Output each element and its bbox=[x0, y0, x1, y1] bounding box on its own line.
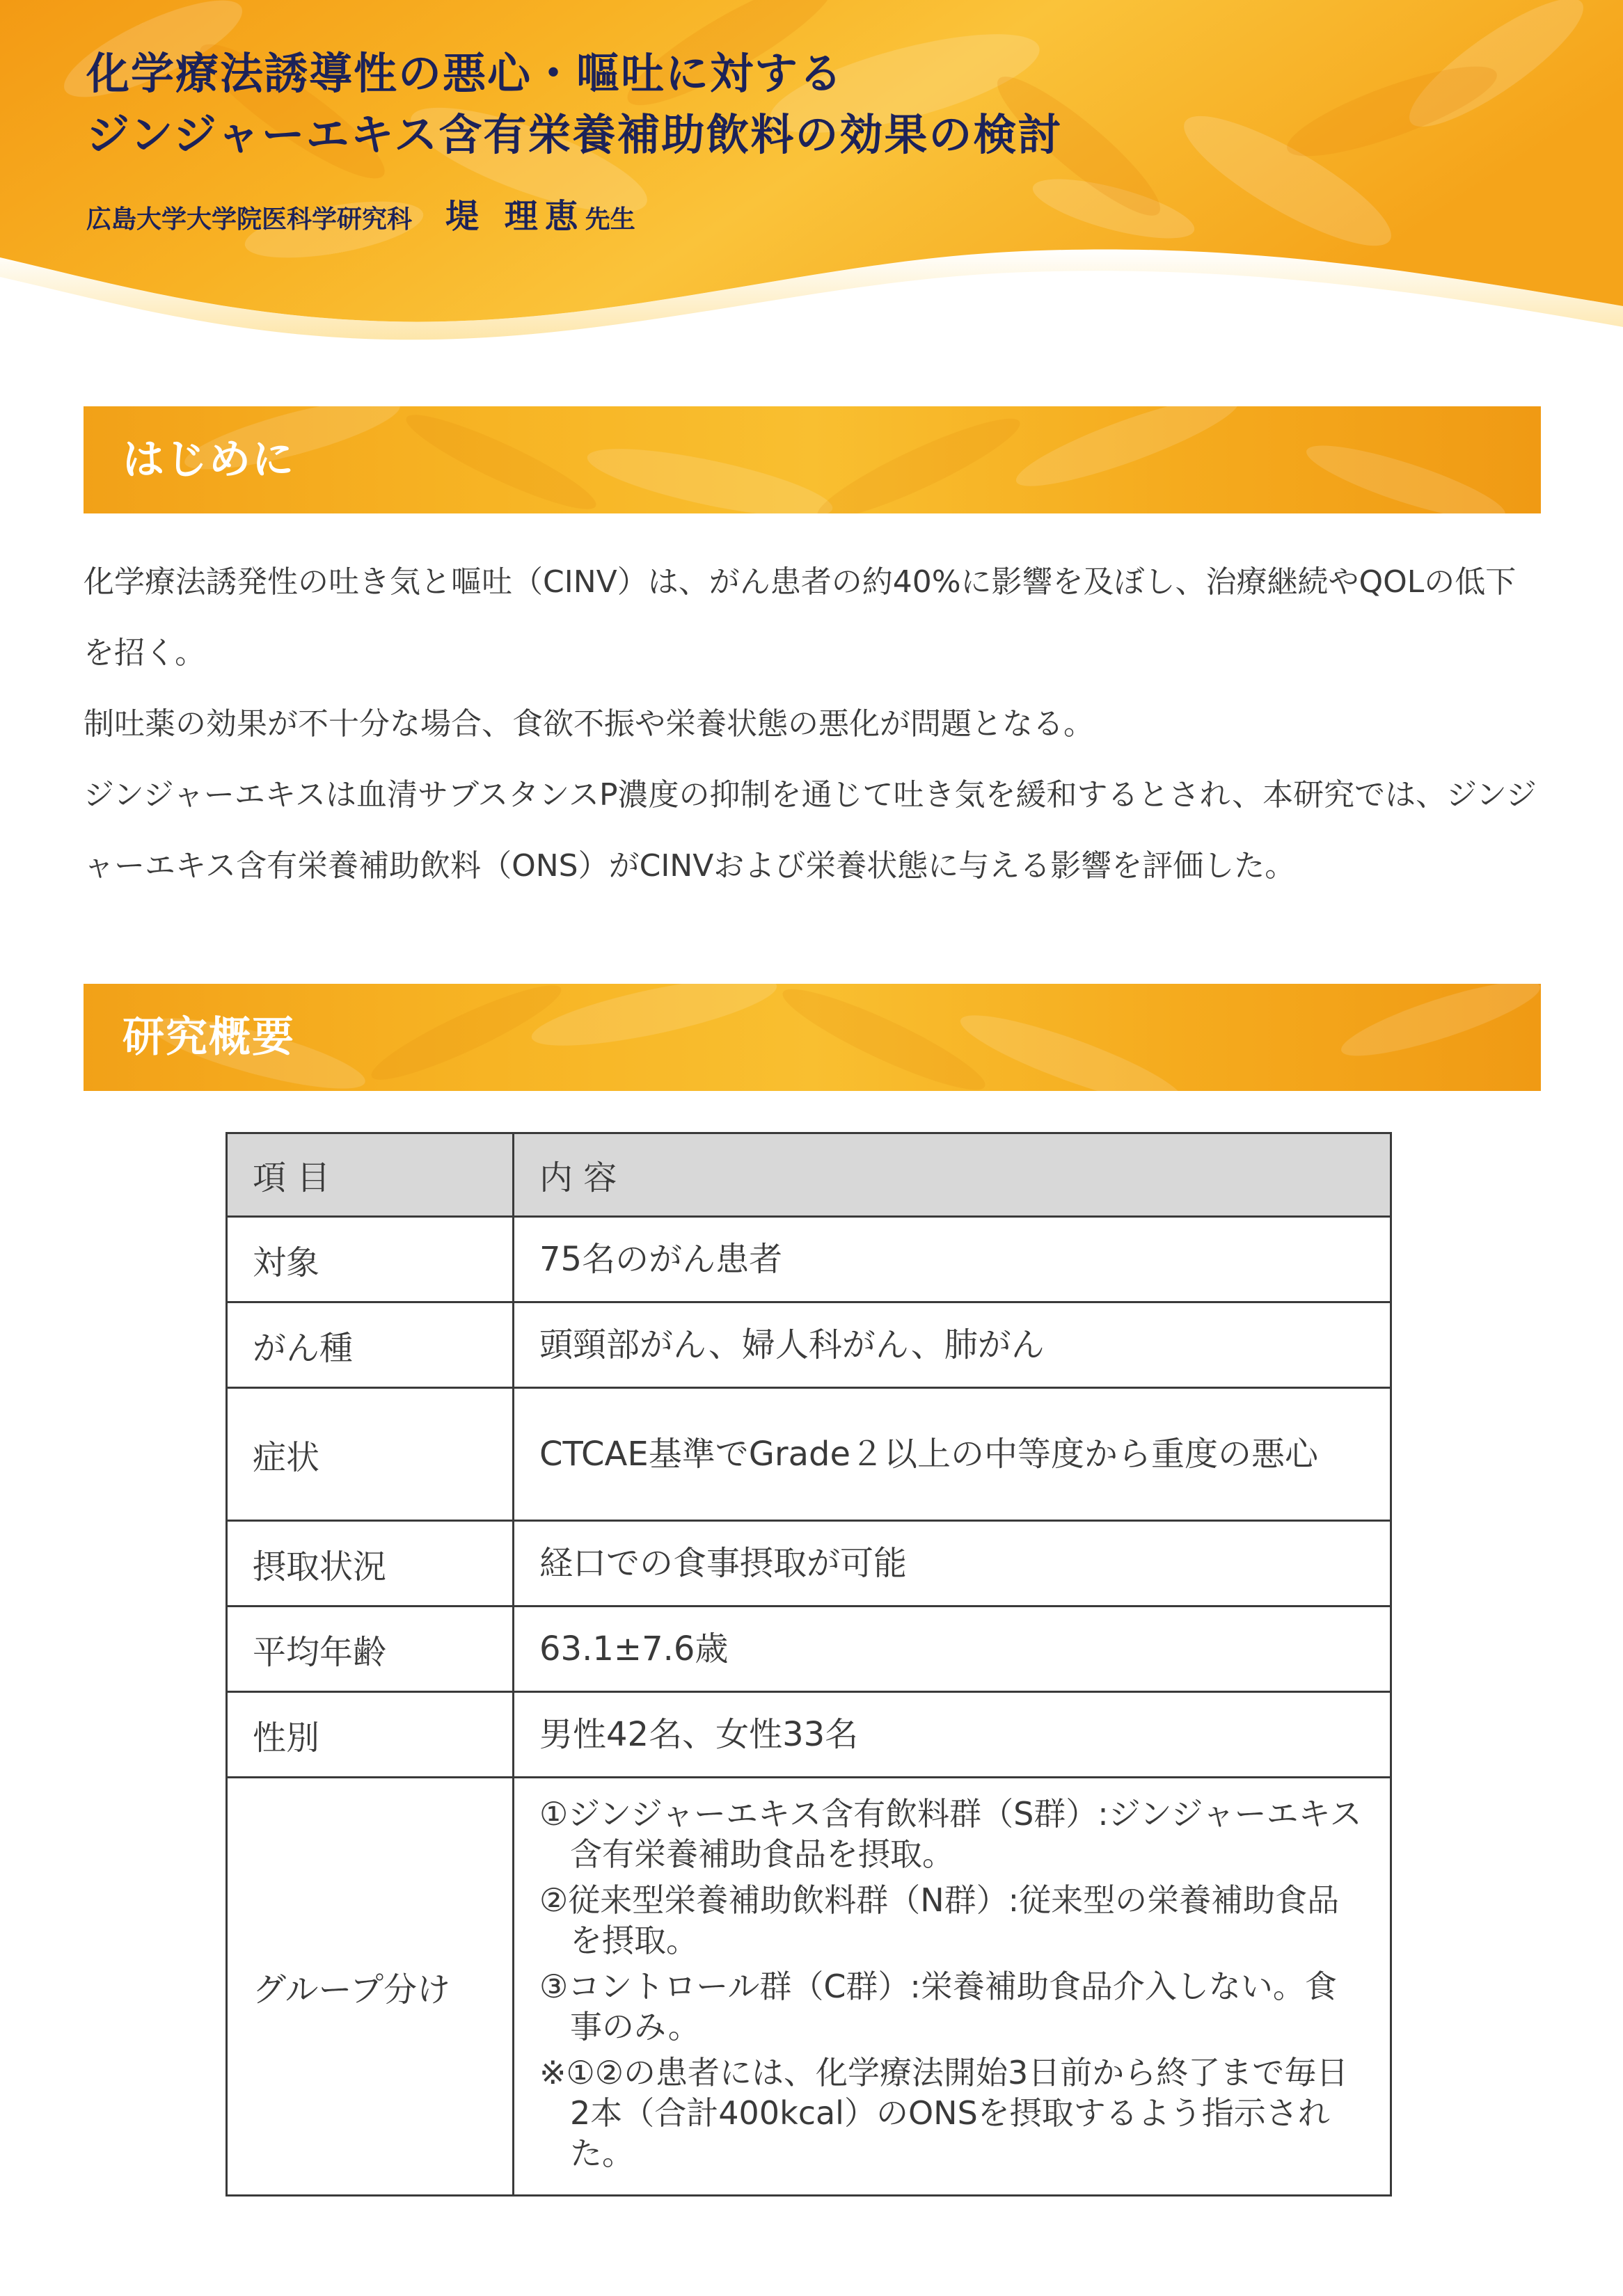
row-label: 対象 bbox=[227, 1217, 514, 1302]
author-honorific: 先生 bbox=[585, 205, 635, 234]
institution: 広島大学大学院医科学研究科 bbox=[86, 205, 413, 234]
author-name: 堤 理恵 bbox=[445, 197, 585, 236]
table-row-groups bbox=[227, 1778, 1391, 2196]
table-row bbox=[227, 1302, 1391, 1388]
row-value: 男性42名、女性33名 bbox=[514, 1692, 1391, 1778]
table-header-item: 項 目 bbox=[227, 1133, 514, 1217]
section-banner-overview bbox=[84, 984, 1541, 1091]
row-label: 平均年齢 bbox=[227, 1607, 514, 1692]
intro-paragraph-2: 制吐薬の効果が不十分な場合、食欲不振や栄養状態の悪化が問題となる。 bbox=[84, 706, 1094, 742]
section-banner-intro bbox=[84, 406, 1541, 513]
table-header-content: 内 容 bbox=[514, 1133, 1391, 1217]
section-heading-overview: 研究概要 bbox=[122, 1013, 295, 1062]
group-item-s: ①ジンジャーエキス含有飲料群（S群）:ジンジャーエキス含有栄養補助食品を摂取。 bbox=[539, 1795, 1362, 1873]
intro-paragraph-3: ジンジャーエキスは血清サブスタンスP濃度の抑制を通じて吐き気を緩和するとされ、本研究では、ジンジャーエキス含有栄養補助飲料（ONS）がCINVおよび栄養状態に与える影響を評価した。 bbox=[84, 777, 1537, 884]
row-label: がん種 bbox=[227, 1302, 514, 1388]
intro-paragraph-1: 化学療法誘発性の吐き気と嘔吐（CINV）は、がん患者の約40%に影響を及ぼし、治療継続やQOLの低下を招く。 bbox=[84, 564, 1517, 671]
title-line-2: ジンジャーエキス含有栄養補助飲料の効果の検討 bbox=[86, 109, 1063, 160]
group-item-c: ③コントロール群（C群）:栄養補助食品介入しない。食事のみ。 bbox=[539, 1968, 1337, 2046]
table-row bbox=[227, 1692, 1391, 1778]
row-label: 摂取状況 bbox=[227, 1521, 514, 1607]
table-row bbox=[227, 1217, 1391, 1302]
intro-text bbox=[84, 547, 1545, 902]
author-affiliation bbox=[86, 189, 635, 237]
group-list bbox=[514, 1778, 1391, 2196]
table-row bbox=[227, 1388, 1391, 1521]
row-value: 75名のがん患者 bbox=[514, 1217, 1391, 1302]
row-label: 性別 bbox=[227, 1692, 514, 1778]
row-label: 症状 bbox=[227, 1388, 514, 1521]
table-row bbox=[227, 1607, 1391, 1692]
row-value: 頭頸部がん、婦人科がん、肺がん bbox=[514, 1302, 1391, 1388]
page-title bbox=[86, 43, 1062, 166]
title-line-1: 化学療法誘導性の悪心・嘔吐に対する bbox=[86, 48, 844, 99]
row-label: グループ分け bbox=[227, 1778, 514, 2196]
row-value: CTCAE基準でGrade２以上の中等度から重度の悪心 bbox=[514, 1388, 1391, 1521]
row-value: 経口での食事摂取が可能 bbox=[514, 1521, 1391, 1607]
study-overview-table bbox=[225, 1132, 1392, 2197]
table-row bbox=[227, 1521, 1391, 1607]
group-note: ※①②の患者には、化学療法開始3日前から終了まで毎日2本（合計400kcal）のONSを摂取するよう指示された。 bbox=[539, 2054, 1349, 2172]
group-item-n: ②従来型栄養補助飲料群（N群）:従来型の栄養補助食品を摂取。 bbox=[539, 1881, 1340, 1959]
table-header-row bbox=[227, 1133, 1391, 1217]
row-value: 63.1±7.6歳 bbox=[514, 1607, 1391, 1692]
section-heading-intro: はじめに bbox=[122, 436, 295, 484]
